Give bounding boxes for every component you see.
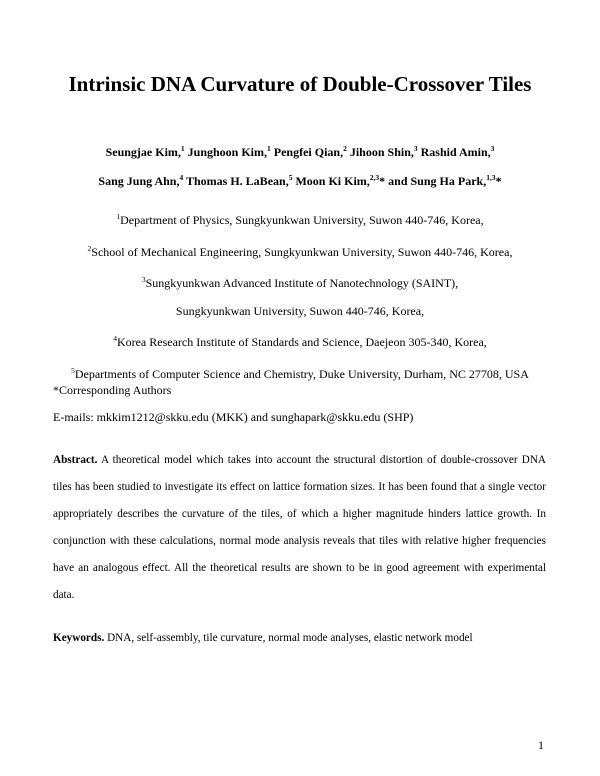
author: Pengfei Qian,$^2$ [270,144,347,159]
affiliation: $^3$Sungkyunkwan Advanced Institute of Nanotechnology (SAINT), [141,275,459,290]
author: Rashid Amin,$^3$ [417,144,495,159]
paper-title: Intrinsic DNA Curvature of Double-Crossover Tiles [68,72,532,96]
affiliation: $^1$Department of Physics, Sungkyunkwan University, Suwon 440-746, Korea, [116,212,484,227]
affiliation: $^4$Korea Research Institute of Standards and Science, Daejeon 305-340, Korea, [113,334,487,349]
author-line-2 [0,165,600,194]
email-line: E-mails: mkkim1212@skku.edu (MKK) and sunghapark@skku.edu (SHP) [53,410,414,424]
affiliation: $^5$Departments of Computer Science and Chemistry, Duke University, Durham, NC 27708, USA [71,365,529,381]
keywords-label: Keywords. [53,632,105,644]
abstract-label: Abstract. [53,454,98,466]
abstract [53,447,546,609]
author: * [495,174,502,188]
author-line-1 [0,136,600,165]
author: Junghoon Kim,$^1$ [184,144,271,159]
author: * and Sung Ha Park,$^{1,3}$ [379,173,496,188]
corresponding-authors [53,377,413,431]
author: Sang Jung Ahn,$^4$ [98,173,184,188]
affiliation: Sungkyunkwan University, Suwon 440-746, Korea, [175,303,425,318]
author-list [0,136,600,194]
keywords [53,628,546,648]
affiliation-list [0,203,600,388]
author: Jihoon Shin,$^3$ [346,144,418,159]
affiliation: $^2$School of Mechanical Engineering, Sungkyunkwan University, Suwon 440-746, Korea, [87,243,513,259]
author: Moon Ki Kim,$^{2,3}$ [292,173,380,188]
abstract-text: A theoretical model which takes into account the structural distortion of double-crossover DNA tiles has been studied to investigate its effect on lattice formation sizes. It has been found that a single vector appropriately describes the curvature of the tiles, of which a higher magnitude hinders lattice growth. In conjunction with these calculations, normal mode analysis reveals that tiles with relative higher frequencies have an analogous effect. All the theoretical results are shown to be in good agreement with experimental data. [53,454,546,601]
corresponding-label: *Corresponding Authors [53,383,172,397]
keywords-text: DNA, self-assembly, tile curvature, normal mode analyses, elastic network model [104,632,473,644]
page-number: 1 [538,738,544,752]
author: Thomas H. LaBean,$^5$ [183,173,293,188]
author: Seungjae Kim,$^1$ [105,144,185,159]
